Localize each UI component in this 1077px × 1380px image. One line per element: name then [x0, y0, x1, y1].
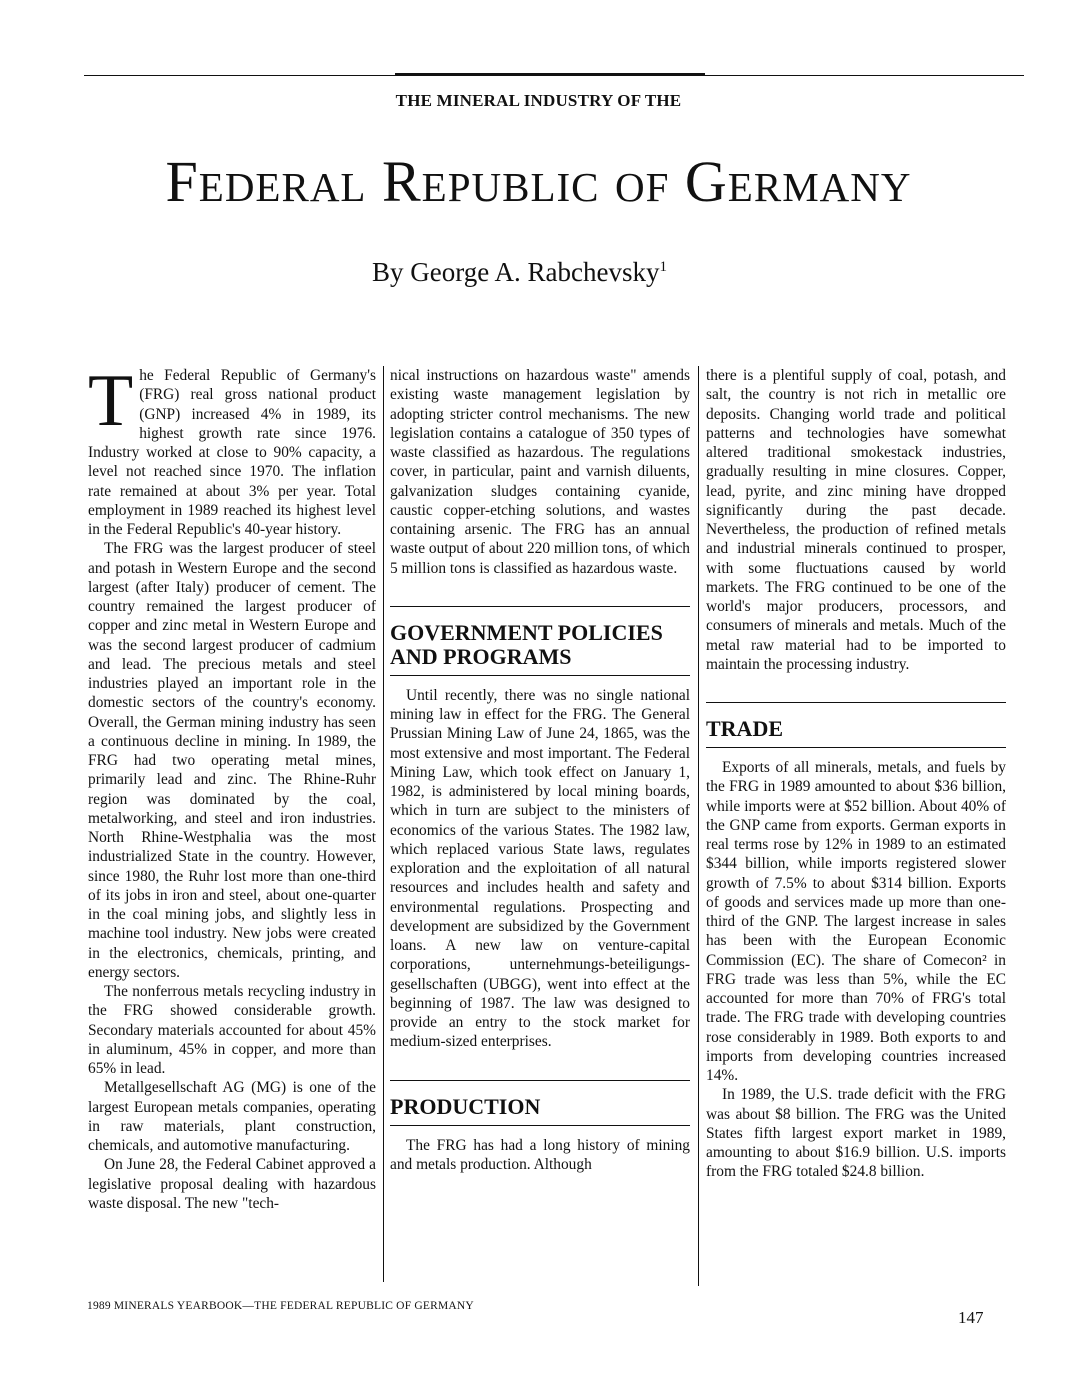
column-1 — [88, 360, 376, 1213]
paragraph: On June 28, the Federal Cabinet approved a legislative proposal dealing with hazardous waste disposal. The new "tech- — [88, 1156, 376, 1212]
page-title: Federal Republic of Germany — [165, 149, 912, 214]
paragraph: The FRG has had a long history of mining and metals production. Although — [390, 1136, 690, 1173]
section-heading-production — [390, 1080, 690, 1126]
intro-paragraph — [88, 360, 376, 539]
heading-rule — [706, 747, 1006, 748]
section-heading-text: GOVERNMENT POLICIES AND PROGRAMS — [390, 619, 663, 669]
heading-rule — [390, 675, 690, 676]
paragraph: The FRG was the largest producer of steel and potash in Western Europe and the second largest (after Italy) producer of cement. The country remained the largest producer of copper and zinc metal in Western Europe and was the second largest producer of cadmium and lead. The precious metals and steel industries played an important role in the domestic sectors of the country's economy. Overall, the German mining industry has seen a continuous decline in mining. In 1989, the FRG had two operating metal mines, primarily lead and zinc. The Rhine-Ruhr region was dominated by the coal, metalworking, and steel and iron industries. North Rhine-Westphalia was the most industrialized State in the country. However, since 1980, the Ruhr lost more than one-third of its jobs in iron and steel, about one-quarter in the coal mining jobs, and slightly less in machine tool industry. New jobs were created in the electronics, chemicals, printing, and energy sectors. — [88, 540, 376, 981]
paragraph: Exports of all minerals, metals, and fuels by the FRG in 1989 amounted to about $36 billion, while imports were at $52 billion. About 40% of the GNP came from exports. German exports in real terms rose by 12% in 1989 to an estimated $344 billion, while imports registered slower growth of 7.5% to about $314 billion. Exports of goods and services made up more than one-third of the GNP. The largest increase in sales has been with the European Economic Commission (EC). The share of Comecon² in FRG trade was less than 5%, while the EC accounted for more than 70% of FRG's total trade. The FRG trade with developing countries rose considerably in 1989. Both exports to and imports from developing countries increased 14%. — [706, 759, 1006, 1084]
section-heading-text: PRODUCTION — [390, 1093, 541, 1119]
column-divider-1 — [383, 366, 384, 1282]
section-heading-government-policies — [390, 606, 690, 676]
heading-rule — [390, 606, 690, 607]
byline — [372, 257, 667, 288]
heading-rule — [390, 1125, 690, 1126]
column-divider-2 — [698, 366, 699, 1286]
paragraph: nical instructions on hazardous waste" amends existing waste management legislation by adopting stricter control mechanisms. The new legislation contains a catalogue of 350 types of waste classified as hazardous. The regulations cover, in particular, paint and varnish diluents, galvanization sludges containing cyanide, caustic copper-etching solutions, and wastes containing arsenic. The FRG has an annual waste output of about 220 million tons, of which 5 million tons is classified as hazardous waste. — [390, 367, 690, 577]
running-head: THE MINERAL INDUSTRY OF THE — [395, 91, 682, 110]
paragraph-text: he Federal Republic of Germany's (FRG) real gross national product (GNP) increased 4% in 1989, its highest growth rate since 1976. Industry worked at close to 90% capacity, a level not reached since 1970. The inflation rate remained at about 3% per year. Total employment in 1989 reached its highest level in the Federal Republic's 40-year history. — [88, 367, 376, 538]
top-rule-accent — [395, 73, 705, 76]
column-2 — [390, 366, 690, 1174]
paragraph: Until recently, there was no single national mining law in effect for the FRG. The General Prussian Mining Law of June 24, 1865, was the most extensive and most important. The Federal Mining Law, which took effect on January 1, 1982, is administered by local mining boards, which in turn are subject to the ministers of economics of the various States. The 1982 law, which replaced various State laws, regulates exploration and the exploitation of all natural resources and includes health and safety and environmental regulations. Prospecting and development are subsidized by the Government loans. A new law on venture-capital corporations, unternehmungs-beteiligungs- gesellschaften (UBGG), went into effect at the beginning of 1987. The law was designed to provide an entry to the stock market for medium-sized enterprises. — [390, 686, 690, 1051]
byline-footnote-marker: 1 — [659, 259, 667, 275]
section-heading-trade — [706, 702, 1006, 748]
section-heading-text: TRADE — [706, 716, 784, 741]
column-3 — [706, 366, 1006, 1182]
paragraph: Metallgesellschaft AG (MG) is one of the largest European metals companies, operating in raw materials, plant construction, chemicals, and automotive manufacturing. — [88, 1079, 376, 1154]
paragraph: The nonferrous metals recycling industry in the FRG showed considerable growth. Secondary materials accounted for about 45% in aluminum, 45% in copper, and more than 65% in lead. — [88, 983, 376, 1077]
page-number: 147 — [958, 1308, 984, 1327]
footer-running-title: 1989 MINERALS YEARBOOK—THE FEDERAL REPUBLIC OF GERMANY — [87, 1300, 474, 1312]
paragraph: there is a plentiful supply of coal, potash, and salt, the country is not rich in metallic ore deposits. Changing world trade and political patterns and technologies have somewhat altered traditional smokestack industries, gradually resulting in mine closures. Copper, lead, pyrite, and zinc mining have dropped significantly during the past decade. Nevertheless, the production of refined metals and industrial minerals continued to prosper, with some fluctuations caused by world markets. The FRG continued to be one of the world's major producers, processors, and consumers of minerals and metals. Much of the metal raw material had to be imported to maintain the processing industry. — [706, 367, 1006, 673]
byline-author: By George A. Rabchevsky — [372, 257, 660, 287]
heading-rule — [390, 1080, 690, 1081]
drop-cap: T — [88, 360, 134, 442]
heading-rule — [706, 702, 1006, 703]
paragraph: In 1989, the U.S. trade deficit with the FRG was about $8 billion. The FRG was the United States fifth largest export market in 1989, amounting to about $16.9 billion. U.S. imports from the FRG totaled $24.8 billion. — [706, 1086, 1006, 1181]
